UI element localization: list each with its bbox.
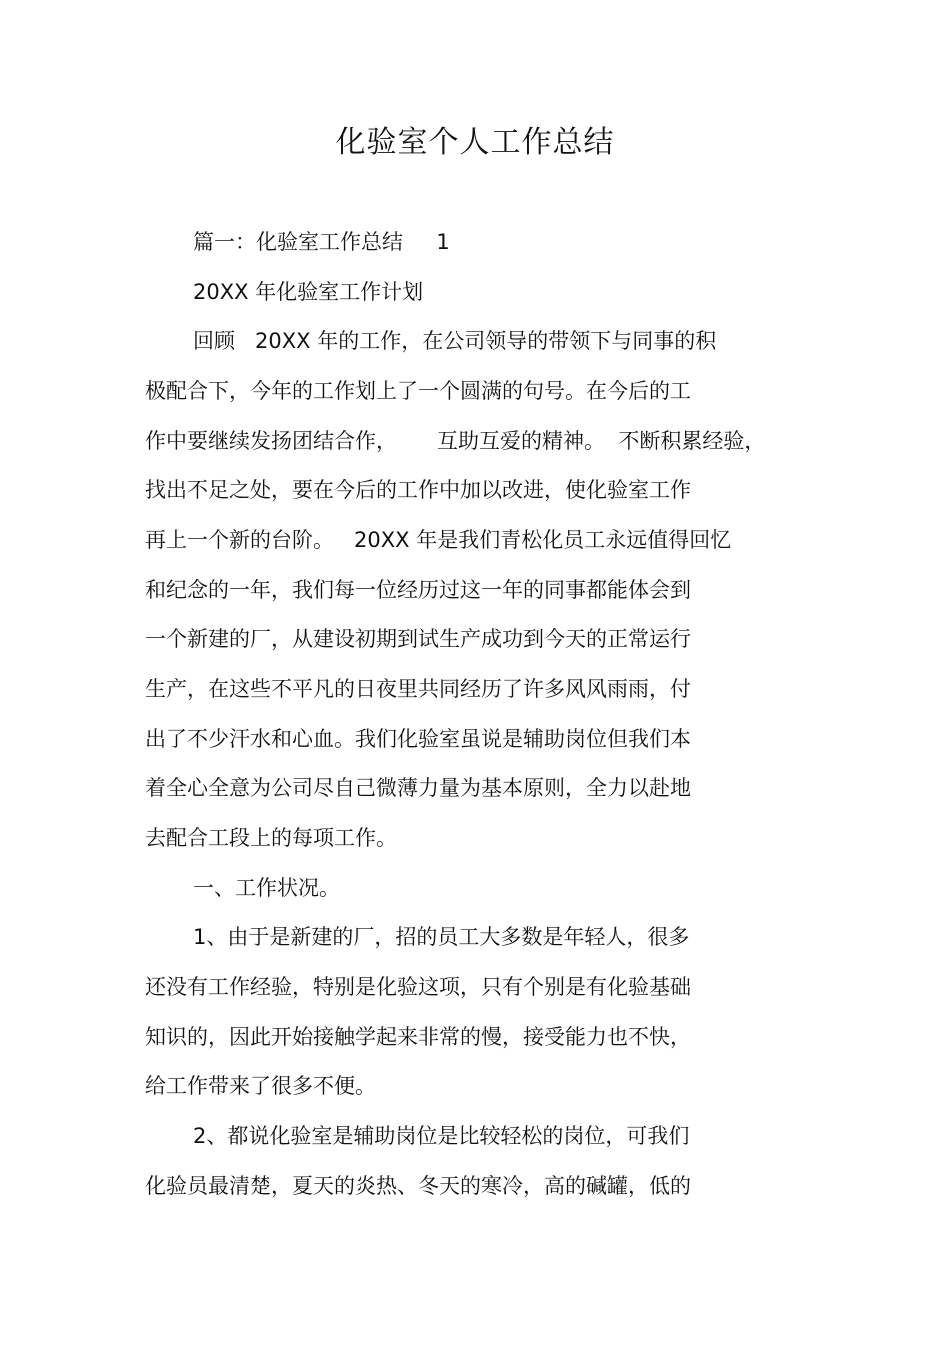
paragraph-line: 去配合工段上的每项工作。 [145,826,397,850]
paragraph-line: 找出不足之处，要在今后的工作中加以改进，使化验室工作 [145,478,691,502]
subheading-plan: 20XX 年化验室工作计划 [193,280,424,304]
paragraph-line: 和纪念的一年，我们每一位经历过这一年的同事都能体会到 [145,578,691,602]
paragraph-line: 2、都说化验室是辅助岗位是比较轻松的岗位，可我们 [193,1124,690,1148]
paragraph-line: 极配合下，今年的工作划上了一个圆满的句号。在今后的工 [145,379,691,403]
section-heading-1: 篇一：化验室工作总结 1 [193,230,450,254]
paragraph-line: 知识的，因此开始接触学起来非常的慢，接受能力也不快， [145,1025,691,1049]
document-title: 化验室个人工作总结 [335,125,615,160]
paragraph-line: 再上一个新的台阶。 20XX 年是我们青松化员工永远值得回忆 [145,528,732,552]
paragraph-line: 一个新建的厂，从建设初期到试生产成功到今天的正常运行 [145,627,691,651]
paragraph-line: 回顾 20XX 年的工作，在公司领导的带领下与同事的积 [193,329,717,353]
paragraph-line: 着全心全意为公司尽自己微薄力量为基本原则，全力以赴地 [145,776,691,800]
paragraph-line: 生产，在这些不平凡的日夜里共同经历了许多风风雨雨，付 [145,677,691,701]
paragraph-line: 1、由于是新建的厂，招的员工大多数是年轻人，很多 [193,925,690,949]
section-heading-work-status: 一、工作状况。 [193,876,340,900]
paragraph-line: 作中要继续发扬团结合作， 互助互爱的精神。 不断积累经验， [145,429,766,453]
paragraph-line: 给工作带来了很多不便。 [145,1074,376,1098]
paragraph-line: 出了不少汗水和心血。我们化验室虽说是辅助岗位但我们本 [145,727,691,751]
paragraph-line: 化验员最清楚，夏天的炎热、冬天的寒冷，高的碱罐，低的 [145,1174,691,1198]
paragraph-line: 还没有工作经验，特别是化验这项，只有个别是有化验基础 [145,975,691,999]
